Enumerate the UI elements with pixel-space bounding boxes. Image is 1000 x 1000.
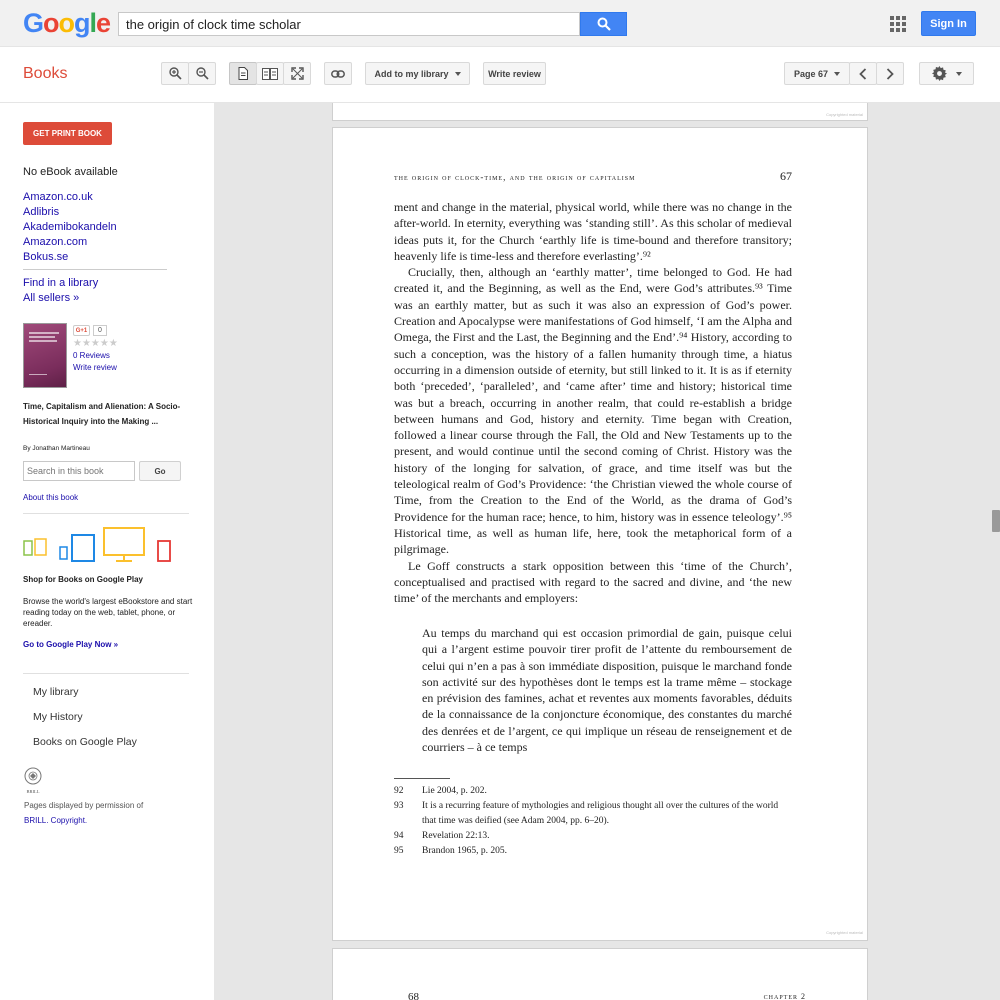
footnote-text: Revelation 22:13. [422, 831, 490, 841]
copyright-watermark: Copyrighted material [826, 930, 863, 935]
sign-in-button[interactable]: Sign In [921, 11, 976, 36]
previous-page-button[interactable] [849, 62, 877, 85]
page-number: 67 [780, 169, 792, 183]
two-page-view-button[interactable] [256, 62, 284, 85]
logo-letter: e [96, 8, 111, 38]
divider [23, 673, 189, 674]
current-book-page [332, 127, 868, 941]
paragraph: Le Goff constructs a stark opposition between this ‘time of the Church’, conceptualised and practised with regard to the sacred and divine, and ‘the new time’ of the merchants and employers: [394, 558, 792, 606]
link-button[interactable] [324, 62, 352, 85]
my-history-link[interactable]: My History [33, 711, 83, 723]
viewer-scrollbar-thumb[interactable] [992, 510, 1000, 532]
chevron-left-icon [859, 68, 867, 80]
book-cover-thumbnail[interactable] [23, 323, 67, 388]
footnote-number: 94 [394, 831, 404, 841]
book-page-viewer[interactable] [214, 103, 1000, 1000]
next-page-button[interactable] [876, 62, 904, 85]
two-page-icon [262, 68, 278, 80]
google-plus-one-button[interactable]: G+1 [73, 325, 90, 336]
write-review-button[interactable]: Write review [483, 62, 546, 85]
about-this-book-link[interactable]: About this book [23, 493, 79, 502]
block-quote: Au temps du marchand qui est occasion primordial de gain, puisque celui qui a l’argent estime pouvoir tirer profit de l’attente du remboursement de celui qui n’en a pas à son immédiate disposition, puisque le marchand fonde son activité sur des hypothèses dont le temps est la trame même – stockage en prévision des famines, achat et reventes aux moments favorables, déduits de la connaissance de la conjoncture économique, des constantes du marché des denrées et de l’argent, ce qui implique un réseau de renseignement et de courriers – à ce temps [422, 626, 792, 755]
star-rating: ★★★★★ [73, 338, 118, 349]
logo-letter: o [43, 8, 59, 38]
seller-link[interactable]: Adlibris [23, 206, 60, 218]
footnote [394, 799, 792, 829]
gear-icon [932, 66, 947, 81]
zoom-in-icon [169, 67, 182, 80]
top-bar [0, 0, 1000, 47]
page-select[interactable] [784, 62, 850, 85]
footnote-number: 92 [394, 786, 404, 796]
book-author: By Jonathan Martineau [23, 445, 90, 452]
brill-publisher-logo [23, 767, 43, 795]
logo-letter: o [58, 8, 75, 38]
footnote [394, 784, 792, 799]
running-head: the origin of clock-time, and the origin of capitalism [394, 172, 636, 182]
google-logo[interactable] [23, 8, 110, 39]
books-section-title[interactable]: Books [23, 65, 68, 82]
divider [23, 269, 167, 270]
svg-text:BRILL: BRILL [26, 789, 40, 794]
search-in-book-input[interactable] [23, 461, 135, 481]
find-in-library-link[interactable]: Find in a library [23, 277, 99, 289]
plus-one-count: 0 [93, 325, 107, 336]
dropdown-caret-icon [834, 72, 840, 76]
google-play-description: Browse the world's largest eBookstore and start reading today on the web, tablet, phone, or ereader. [23, 597, 193, 628]
copyright-watermark: Copyrighted material [826, 112, 863, 117]
fullscreen-icon [291, 67, 304, 80]
reviews-link[interactable]: 0 Reviews [73, 351, 110, 360]
dropdown-caret-icon [956, 72, 962, 76]
single-page-view-button[interactable] [229, 62, 257, 85]
add-to-library-label: Add to my library [374, 68, 449, 79]
no-ebook-label: No eBook available [23, 166, 118, 178]
footnote-number: 95 [394, 846, 404, 856]
search-button[interactable] [580, 12, 627, 36]
footnote [394, 829, 792, 844]
footnotes [394, 784, 792, 859]
apps-grid-icon[interactable] [890, 16, 906, 32]
paragraph: Crucially, then, although an ‘earthly matter’, time belonged to God. He had created it, and the Beginning, as well as the End, were God’s attributes.⁹³ Time was an earthly matter, but as such it was also an expression of God’s power. Creation and Apocalypse were manifestations of God himself, ‘I am the Alpha and Omega, the First and the Last, the Beginning and the End’.⁹⁴ History, according to such a conception, was the history of a fallen humanity through time, a hiatus occurring in a dimension outside of eternity, but still linked to it. It is as if eternity both ‘preceded’, ‘paralleled’, and ‘came after’ time and history; historical time was but a breach, occurring in another realm, that could re-establish a bridge between humans and God, history and eternity. Time began with Creation, followed a linear course through the Fall, the Old and New Testaments up to the present, and would continue until the second coming of Christ. History was the history of the longing for salvation, of grace, and time itself was but the teleological realm of God’s Providence: ‘the Christian viewed the whole course of Time, from the Creation to the End of the World, as the drama of God’s Providence for the human race; hence, to him, history was in essence teleology’.⁹⁵ Historical time, as well as human life, here, took the metaphorical form of a pilgrimage. [394, 265, 792, 557]
previous-book-page [332, 103, 868, 121]
publisher-copyright-link[interactable]: BRILL. Copyright. [24, 816, 88, 825]
seller-link[interactable]: Amazon.com [23, 236, 88, 248]
page-body-text [394, 199, 792, 606]
search-icon [597, 17, 611, 31]
chevron-right-icon [886, 68, 894, 80]
single-page-icon [238, 67, 248, 80]
books-toolbar [0, 47, 1000, 103]
page-number: 68 [408, 991, 419, 1000]
search-in-book-go-button[interactable]: Go [139, 461, 181, 481]
seller-link[interactable]: Amazon.co.uk [23, 191, 93, 203]
search-input[interactable] [118, 12, 580, 36]
logo-letter: G [23, 8, 44, 38]
next-book-page [332, 948, 868, 1000]
dropdown-caret-icon [455, 72, 461, 76]
get-print-book-button[interactable]: GET PRINT BOOK [23, 122, 112, 145]
my-library-link[interactable]: My library [33, 686, 79, 698]
book-title: Time, Capitalism and Alienation: A Socio-Historical Inquiry into the Making ... [23, 402, 181, 426]
running-head: chapter 2 [763, 992, 806, 1000]
sidebar [0, 103, 214, 1000]
add-to-library-button[interactable] [365, 62, 470, 85]
logo-letter: g [74, 8, 90, 38]
paragraph: ment and change in the material, physical world, while there was no change in the after-world. In eternity, everything was ‘standing still’. As this scholar of medieval ideas puts it, for the Church ‘earthly life is time-bound and therefore transitory; heavenly life is time-less and therefore everlasting’.⁹² [394, 200, 792, 263]
devices-illustration-icon [23, 527, 173, 563]
permission-text: Pages displayed by permission of [24, 801, 144, 810]
zoom-out-icon [196, 67, 209, 80]
seller-link[interactable]: Bokus.se [23, 251, 69, 263]
footnote-text: Lie 2004, p. 202. [422, 786, 487, 796]
page-select-label: Page 67 [793, 68, 829, 79]
write-review-link[interactable]: Write review [73, 363, 117, 372]
footnote-text: It is a recurring feature of mythologies and religious thought all over the cultures of the world that time was deified (see Adam 2004, pp. 6–20). [422, 801, 779, 826]
books-on-google-play-link[interactable]: Books on Google Play [33, 736, 137, 748]
settings-button[interactable] [919, 62, 974, 85]
footnote-rule [394, 778, 450, 779]
link-icon [331, 70, 345, 78]
logo-letter: l [89, 8, 97, 38]
footnote-number: 93 [394, 801, 404, 811]
footnote [394, 844, 792, 859]
zoom-in-button[interactable] [161, 62, 189, 85]
fullscreen-button[interactable] [283, 62, 311, 85]
footnote-text: Brandon 1965, p. 205. [422, 846, 507, 856]
google-play-heading: Shop for Books on Google Play [23, 575, 144, 584]
all-sellers-link[interactable]: All sellers » [23, 292, 80, 304]
seller-link[interactable]: Akademibokandeln [23, 221, 117, 233]
google-play-link[interactable]: Go to Google Play Now » [23, 640, 119, 649]
zoom-out-button[interactable] [188, 62, 216, 85]
divider [23, 513, 189, 514]
